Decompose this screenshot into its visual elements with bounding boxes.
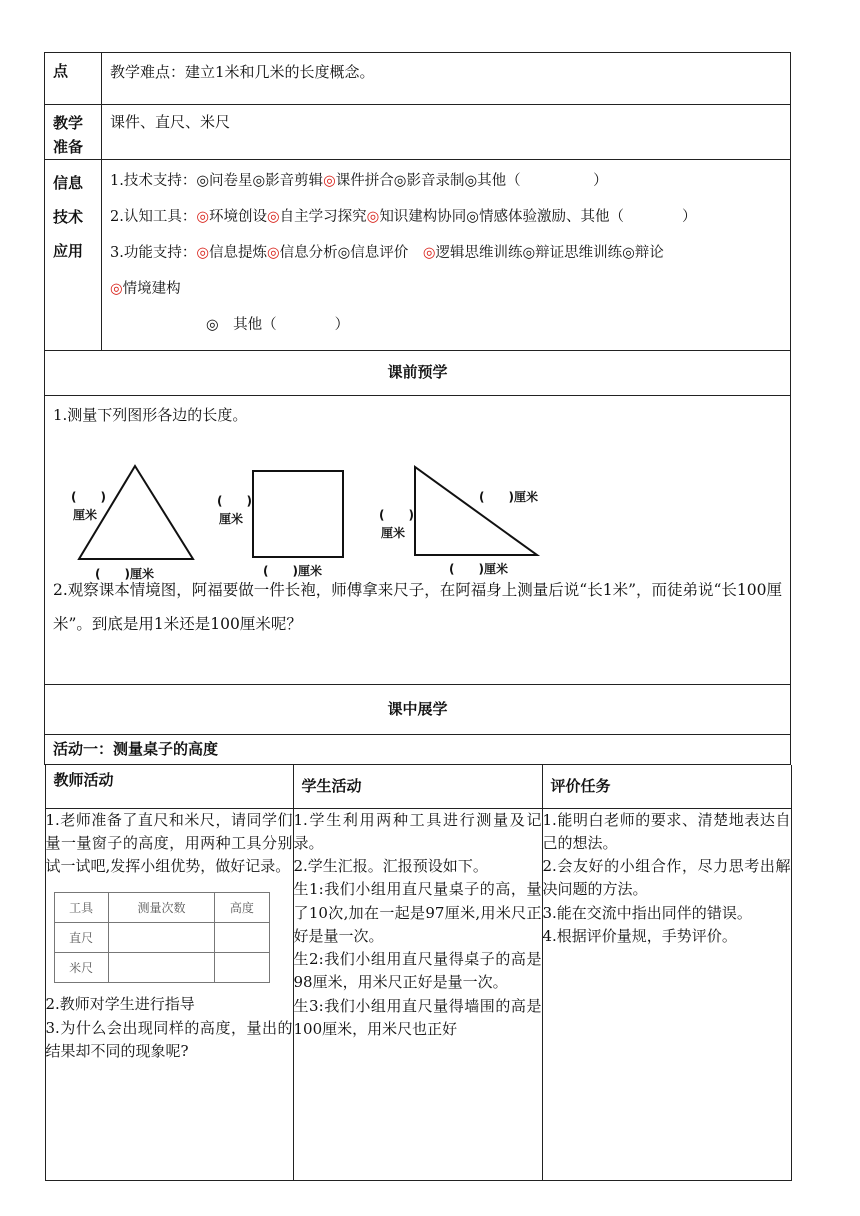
preparation-label bbox=[45, 105, 102, 160]
cognitive-red-mark-2: ◎ bbox=[267, 209, 280, 225]
record-header-count: 测量次数 bbox=[108, 893, 214, 923]
triangle-bottom-label: ( )厘米 bbox=[95, 567, 154, 582]
other-line: ◎ 其他（ ） bbox=[206, 317, 350, 333]
evaluation-task-header: 评价任务 bbox=[542, 765, 791, 808]
right-triangle-left-paren: ( ) bbox=[379, 508, 414, 523]
evaluation-item-4: 4.根据评价量规，手势评价。 bbox=[542, 926, 737, 945]
inclass-title: 课中展学 bbox=[45, 685, 791, 735]
function-red-mark-2: ◎ bbox=[267, 245, 280, 261]
square-left-paren: ( ) bbox=[217, 494, 252, 509]
teacher-activity-header: 教师活动 bbox=[45, 765, 293, 808]
student-report-1: 生1:我们小组用直尺量桌子的高，量了10次,加在一起是97厘米,用米尺正好是量一次。 bbox=[293, 880, 542, 945]
evaluation-item-1: 1.能明白老师的要求、清楚地表达自己的想法。 bbox=[542, 810, 791, 852]
teacher-step-1: 1.老师准备了直尺和米尺，请同学们量一量窗子的高度，用两种工具分别试一试吧,发挥小组优势，做好记录。 bbox=[45, 810, 293, 875]
preview-question-1: 1.测量下列图形各边的长度。 bbox=[53, 406, 248, 424]
right-triangle-hyp-label: ( )厘米 bbox=[479, 490, 538, 505]
student-activity-header: 学生活动 bbox=[293, 765, 542, 808]
info-tech-label-line2: 技术 bbox=[53, 208, 84, 226]
activity-columns-table bbox=[45, 765, 792, 1181]
student-step-1: 1.学生利用两种工具进行测量及记录。 bbox=[293, 810, 542, 852]
record-cell-empty bbox=[215, 923, 269, 953]
preparation-row bbox=[45, 105, 791, 160]
info-tech-content bbox=[102, 160, 791, 351]
student-activity-cell bbox=[293, 808, 542, 1180]
square-left-cm: 厘米 bbox=[219, 512, 244, 527]
difficulty-label: 点 bbox=[45, 53, 102, 105]
square-shape bbox=[253, 471, 343, 557]
function-red-mark-1: ◎ bbox=[196, 245, 209, 261]
teacher-activity-cell bbox=[45, 808, 293, 1180]
situation-red-mark: ◎ bbox=[110, 281, 123, 297]
triangle-left-paren: ( ) bbox=[71, 490, 106, 505]
cognitive-mid-1: 环境创设 bbox=[209, 209, 267, 225]
tech-support-prefix: 1.技术支持：◎问卷星◎影音剪辑 bbox=[110, 173, 324, 189]
record-row-ruler: 直尺 bbox=[54, 923, 108, 953]
function-prefix: 3.功能支持： bbox=[110, 245, 197, 261]
preview-content bbox=[45, 396, 791, 685]
record-cell-empty bbox=[215, 953, 269, 983]
triangle-left-cm: 厘米 bbox=[73, 508, 98, 523]
record-table bbox=[54, 892, 270, 983]
activity-columns-cell bbox=[45, 765, 791, 1181]
info-tech-label bbox=[45, 160, 102, 351]
student-report-2: 生2:我们小组用直尺量得桌子的高是98厘米，用米尺正好是量一次。 bbox=[293, 950, 542, 992]
evaluation-item-3: 3.能在交流中指出同伴的错误。 bbox=[542, 903, 752, 922]
cognitive-tools-prefix: 2.认知工具： bbox=[110, 209, 197, 225]
right-triangle-left-cm: 厘米 bbox=[381, 526, 406, 541]
lesson-plan-table bbox=[44, 52, 791, 1181]
cognitive-red-mark-3: ◎ bbox=[366, 209, 380, 225]
columns-header-row bbox=[45, 765, 791, 808]
tech-support-line bbox=[110, 164, 782, 198]
function-mid-1: 信息提炼 bbox=[209, 245, 267, 261]
lesson-plan-page bbox=[44, 52, 790, 1181]
preparation-label-line1: 教学 bbox=[53, 114, 84, 132]
function-suffix: 逻辑思维训练◎辩证思维训练◎辩论 bbox=[435, 245, 664, 261]
cognitive-tools-line bbox=[110, 200, 782, 234]
info-tech-label-line1: 信息 bbox=[53, 174, 84, 192]
cognitive-suffix: 知识建构协同◎情感体验激励、其他（ ） bbox=[379, 209, 697, 225]
difficulty-row bbox=[45, 53, 791, 105]
preview-question-2: 2.观察课本情境图，阿福要做一件长袍，师傅拿来尺子，在阿福身上测量后说“长1米”，而徒弟说“长100厘米”。到底是用1米还是100厘米呢？ bbox=[53, 581, 783, 634]
situation-text: 情境建构 bbox=[122, 281, 181, 297]
info-tech-label-line3: 应用 bbox=[53, 242, 84, 260]
teacher-step-3: 3.为什么会出现同样的高度，量出的结果却不同的现象呢? bbox=[45, 1018, 293, 1060]
preparation-content: 课件、直尺、米尺 bbox=[102, 105, 791, 160]
square-bottom-label: ( )厘米 bbox=[263, 564, 322, 579]
tech-support-suffix: 课件拼合◎影音录制◎其他（ ） bbox=[335, 173, 608, 189]
preparation-label-line2: 准备 bbox=[53, 138, 84, 156]
preview-header-row bbox=[45, 351, 791, 396]
inclass-header-row bbox=[45, 685, 791, 735]
activity-columns-row bbox=[45, 765, 791, 1181]
teacher-step-2: 2.教师对学生进行指导 bbox=[45, 995, 195, 1014]
record-row-meter-stick: 米尺 bbox=[54, 953, 108, 983]
record-cell-empty bbox=[108, 953, 214, 983]
activity-row bbox=[45, 735, 791, 765]
cognitive-red-mark-1: ◎ bbox=[196, 209, 209, 225]
record-cell-empty bbox=[108, 923, 214, 953]
student-report-3: 生3:我们小组用直尺量得墙围的高是100厘米，用米尺也正好 bbox=[293, 996, 542, 1038]
right-triangle-shape bbox=[415, 467, 537, 555]
right-triangle-bottom-label: ( )厘米 bbox=[449, 562, 508, 577]
activity-title: 活动一：测量桌子的高度 bbox=[45, 735, 791, 765]
record-header-height: 高度 bbox=[215, 893, 269, 923]
preview-title: 课前预学 bbox=[45, 351, 791, 396]
columns-body-row bbox=[45, 808, 791, 1180]
function-support-line bbox=[110, 236, 782, 270]
situation-line bbox=[110, 272, 782, 306]
preview-content-row bbox=[45, 396, 791, 685]
function-mid-2: 信息分析◎信息评价 bbox=[279, 245, 423, 261]
tech-support-red-mark: ◎ bbox=[323, 173, 336, 189]
difficulty-content: 教学难点：建立1米和几米的长度概念。 bbox=[102, 53, 791, 105]
info-tech-row bbox=[45, 160, 791, 351]
record-header-tool: 工具 bbox=[54, 893, 108, 923]
shapes-figure bbox=[53, 431, 773, 582]
cognitive-mid-2: 自主学习探究 bbox=[279, 209, 367, 225]
student-step-2: 2.学生汇报。汇报预设如下。 bbox=[293, 857, 488, 875]
evaluation-task-cell bbox=[542, 808, 791, 1180]
evaluation-item-2: 2.会友好的小组合作，尽力思考出解决问题的方法。 bbox=[542, 857, 791, 899]
function-red-mark-3: ◎ bbox=[422, 245, 436, 261]
